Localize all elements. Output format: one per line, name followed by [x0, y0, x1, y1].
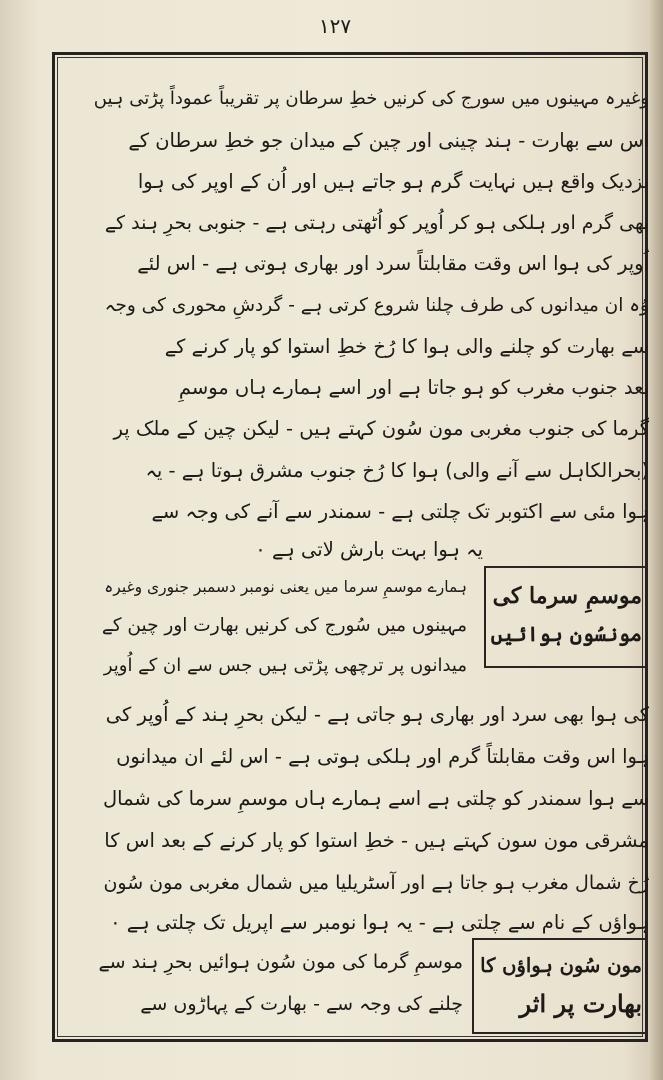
text-line: ہمارے موسمِ سرما میں یعنی نومبر دسمبر جنوری وغیرہ — [104, 578, 467, 596]
text-line: رُخ شمال مغرب ہو جاتا ہے اور آسٹریلیا میں شمال مغربی مون سُون — [103, 872, 649, 894]
text-line: بھی گرم اور ہلکی ہو کر اُوپر کو اُٹھتی رہتی ہے - جنوبی بحرِ ہند کے — [104, 212, 649, 234]
text-line: نزدیک واقع ہیں نہایت گرم ہو جاتے ہیں اور اُن کے اوپر کی ہوا — [137, 170, 649, 193]
text-line: کی ہوا بھی سرد اور بھاری ہو جاتی ہے - لیکن بحرِ ہند کے اُوپر کی — [105, 703, 649, 726]
text-line: یہ ہوا بہت بارش لاتی ہے ۰ — [255, 538, 483, 561]
text-line: ہواؤں کے نام سے چلتی ہے - یہ ہوا نومبر سے اپریل تک چلتی ہے ۰ — [110, 911, 649, 934]
text-line: میدانوں پر ترچھی پڑتی ہیں جس سے ان کے اُوپر — [103, 655, 467, 676]
text-line: گرما کی جنوب مغربی مون سُون کہتے ہیں - لیکن چین کے ملک پر — [113, 417, 649, 440]
text-line: اس سے بھارت - ہند چینی اور چین کے میدان جو خطِ سرطان کے — [128, 129, 649, 152]
side-heading-line: مون سُون ہواؤں کا — [480, 954, 642, 977]
text-line: بعد جنوب مغرب کو ہو جاتا ہے اور اسے ہمارے ہاں موسمِ — [178, 376, 649, 399]
side-heading-line: بھارت پر اثر — [519, 989, 642, 1018]
text-line: سے ہوا سمندر کو چلتی ہے اسے ہمارے ہاں موسمِ سرما کی شمال — [103, 787, 649, 810]
text-line: وغیرہ مہینوں میں سورج کی کرنیں خطِ سرطان پر تقریباً عموداً پڑتی ہیں — [93, 88, 649, 109]
text-line: سے بھارت کو چلنے والی ہوا کا رُخ خطِ استوا کو پار کرنے کے — [164, 335, 649, 358]
side-heading-box-winter-monsoon — [484, 566, 648, 668]
page-spine-shadow — [649, 0, 663, 1080]
text-line: ہوا مئی سے اکتوبر تک چلتی ہے - سمندر سے آنے کی وجہ سے — [151, 500, 649, 523]
text-line: وُہ ان میدانوں کی طرف چلنا شروع کرتی ہے - گردشِ محوری کی وجہ — [104, 295, 649, 316]
text-line: چلنے کی وجہ سے - بھارت کے پہاڑوں سے — [140, 993, 463, 1015]
side-heading-line: موسمِ سرما کی — [492, 583, 642, 609]
text-line: اُوپر کی ہوا اس وقت مقابلتاً سرد اور بھاری ہوتی ہے - اس لئے — [137, 252, 649, 275]
text-line: مشرقی مون سون کہتے ہیں - خطِ استوا کو پار کرنے کے بعد اس کا — [104, 829, 649, 852]
side-heading-box-monsoon-effect — [472, 938, 648, 1034]
page-number: ١٢٧ — [318, 14, 352, 38]
text-line: ہوا اس وقت مقابلتاً گرم اور ہلکی ہوتی ہے - اس لئے ان میدانوں — [116, 745, 649, 768]
text-line: مہینوں میں سُورج کی کرنیں بھارت اور چین کے — [101, 615, 467, 636]
text-line: موسمِ گرما کی مون سُون ہوائیں بحرِ ہند سے — [98, 951, 463, 973]
text-line: (بحرالکاہل سے آنے والی) ہوا کا رُخ جنوب مشرق ہوتا ہے - یہ — [145, 459, 649, 482]
side-heading-line: مونسُون ہوائیں — [490, 622, 642, 646]
